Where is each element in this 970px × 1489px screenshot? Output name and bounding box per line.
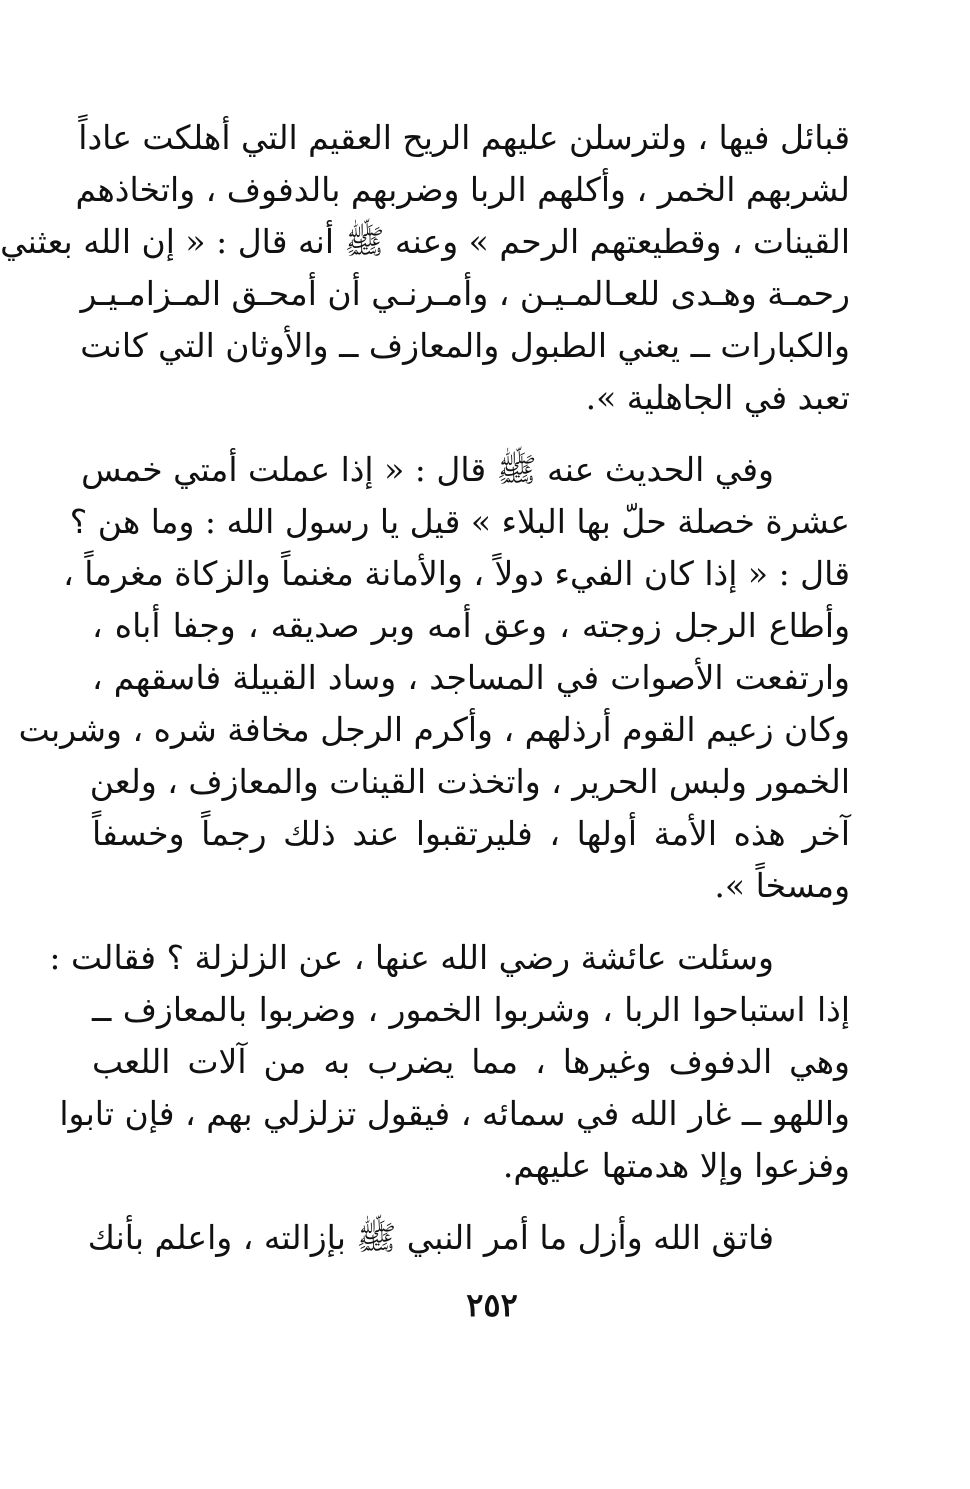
page-body — [0, 112, 850, 1264]
text-line: الخمور ولبس الحرير ، واتخذت القينات والمعازف ، ولعن — [89, 762, 850, 801]
paragraph-3 — [49, 932, 850, 1192]
text-line: ومسخاً ». — [714, 866, 850, 905]
text-line: إذا استباحوا الربا ، وشربوا الخمور ، وضربوا بالمعازف ــ — [92, 990, 850, 1029]
text-line: فاتق الله وأزل ما أمر النبي ﷺ بإزالته ، واعلم بأنك — [87, 1218, 774, 1257]
text-line: وهي الدفوف وغيرها ، مما يضرب به من آلات اللعب — [92, 1042, 850, 1081]
text-line: رحمـة وهـدى للعـالمـيـن ، وأمـرنـي أن أمحـق المـزامـيـر — [80, 274, 850, 313]
paragraph-2 — [18, 444, 850, 912]
paragraph-4 — [87, 1212, 850, 1264]
page-number: ٢٥٢ — [466, 1286, 518, 1324]
text-line: واللهو ــ غار الله في سمائه ، فيقول تزلزلي بهم ، فإن تابوا — [59, 1094, 850, 1133]
text-line: لشربهم الخمر ، وأكلهم الربا وضربهم بالدفوف ، واتخاذهم — [75, 170, 850, 209]
text-line: والكبارات ــ يعني الطبول والمعازف ــ والأوثان التي كانت — [80, 326, 850, 365]
text-line: عشرة خصلة حلّ بها البلاء » قيل يا رسول الله : وما هن ؟ — [69, 502, 850, 541]
text-line: وفزعوا وإلا هدمتها عليهم. — [502, 1146, 850, 1185]
text-line: وسئلت عائشة رضي الله عنها ، عن الزلزلة ؟ فقالت : — [49, 938, 774, 977]
text-line: وفي الحديث عنه ﷺ قال : « إذا عملت أمتي خمس — [81, 450, 774, 489]
text-line: وكان زعيم القوم أرذلهم ، وأكرم الرجل مخافة شره ، وشربت — [18, 710, 850, 749]
text-line: تعبد في الجاهلية ». — [585, 378, 850, 417]
paragraph-1 — [0, 112, 850, 424]
text-line: آخر هذه الأمة أولها ، فليرتقبوا عند ذلك رجماً وخسفاً — [92, 814, 850, 853]
text-line: قبائل فيها ، ولترسلن عليهم الريح العقيم التي أهلكت عاداً — [78, 118, 850, 157]
text-line: القينات ، وقطيعتهم الرحم » وعنه ﷺ أنه قال : « إن الله بعثني — [0, 222, 850, 261]
text-line: قال : « إذا كان الفيء دولاً ، والأمانة مغنماً والزكاة مغرماً ، — [63, 554, 850, 593]
text-line: وأطاع الرجل زوجته ، وعق أمه وبر صديقه ، وجفا أباه ، — [92, 606, 850, 645]
text-line: وارتفعت الأصوات في المساجد ، وساد القبيلة فاسقهم ، — [92, 658, 850, 697]
